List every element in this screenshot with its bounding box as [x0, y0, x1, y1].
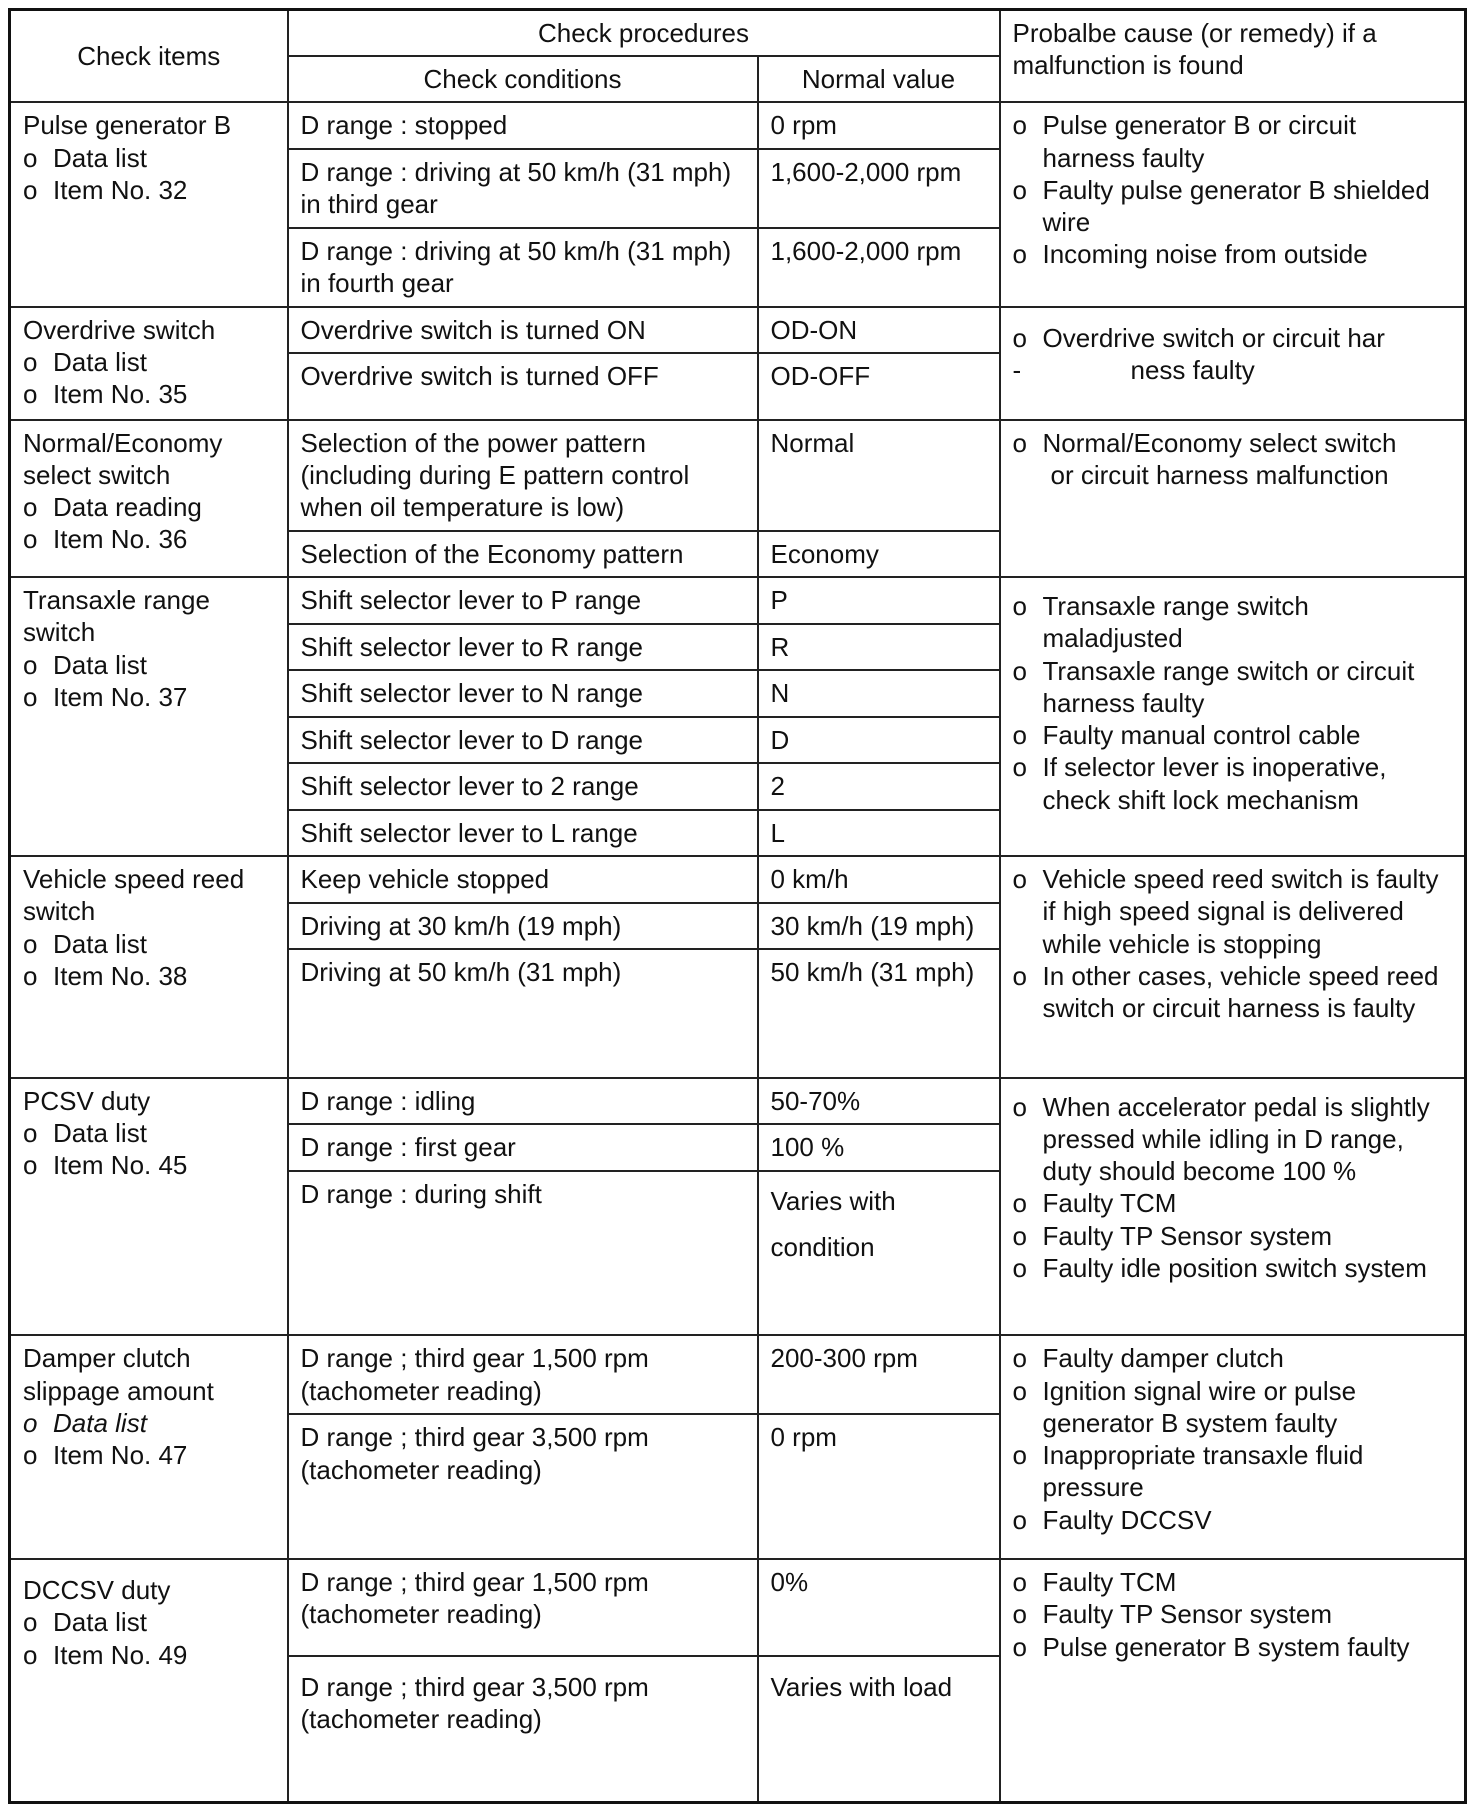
condition-cell: Overdrive switch is turned OFF [288, 353, 758, 419]
value-cell: 0 rpm [758, 1414, 1000, 1559]
value-cell: N [758, 670, 1000, 716]
value-cell: Varies with load [758, 1656, 1000, 1803]
cause-item: or circuit harness malfunction [1050, 459, 1389, 490]
item-name: Normal/Economy select switch [23, 427, 223, 490]
cause-cell [1000, 1078, 1466, 1336]
item-detail: o Data list [23, 346, 275, 378]
cause-cell [1000, 1559, 1466, 1802]
cause-item: o If selector lever is inoperative, check shift lock mechanism [1013, 751, 1453, 815]
item-detail: o Data list [23, 1606, 275, 1638]
cause-item: o When accelerator pedal is slightly pressed while idling in D range, duty should become 100 % [1013, 1091, 1453, 1188]
condition-cell: D range ; third gear 1,500 rpm (tachometer reading) [288, 1335, 758, 1414]
value-cell: Economy [758, 531, 1000, 577]
table-row [10, 102, 1466, 148]
table-row [10, 856, 1466, 902]
value-cell: 1,600-2,000 rpm [758, 149, 1000, 228]
cause-item: o Faulty idle position switch system [1013, 1252, 1453, 1284]
value-cell: 0% [758, 1559, 1000, 1656]
cause-item: o Faulty TCM [1013, 1566, 1453, 1598]
table-row [10, 577, 1466, 623]
value-cell: 50 km/h (31 mph) [758, 949, 1000, 1078]
value-cell: L [758, 810, 1000, 856]
value-cell: 0 rpm [758, 102, 1000, 148]
check-item-cell [10, 307, 288, 420]
condition-cell: Shift selector lever to D range [288, 717, 758, 763]
condition-cell: D range : driving at 50 km/h (31 mph) in fourth gear [288, 228, 758, 307]
cause-item: o Normal/Economy select switch [1013, 427, 1453, 459]
value-cell: Normal [758, 420, 1000, 531]
condition-cell: D range : stopped [288, 102, 758, 148]
table-row [10, 420, 1466, 531]
item-number: o Item No. 35 [23, 378, 275, 410]
header-row-1 [10, 10, 1466, 57]
item-number: o Item No. 32 [23, 174, 275, 206]
cause-item: o Incoming noise from outside [1013, 238, 1453, 270]
check-item-cell [10, 1559, 288, 1802]
cause-cell [1000, 577, 1466, 856]
cause-item: o Faulty TP Sensor system [1013, 1598, 1453, 1630]
condition-cell: Shift selector lever to R range [288, 624, 758, 670]
value-cell: P [758, 577, 1000, 623]
check-conditions-header: Check conditions [288, 56, 758, 102]
item-name: Pulse generator B [23, 110, 232, 141]
cause-cell [1000, 420, 1466, 578]
condition-cell: Shift selector lever to L range [288, 810, 758, 856]
check-item-cell [10, 856, 288, 1078]
item-detail: o Data list [23, 1407, 275, 1439]
condition-cell: D range ; third gear 3,500 rpm (tachometer reading) [288, 1656, 758, 1803]
table-row [10, 1078, 1466, 1124]
value-cell: 0 km/h [758, 856, 1000, 902]
cause-item: o Transaxle range switch or circuit harness faulty [1013, 655, 1453, 719]
condition-cell: Overdrive switch is turned ON [288, 307, 758, 353]
item-detail: o Data list [23, 142, 275, 174]
cause-item: o Ignition signal wire or pulse generator B system faulty [1013, 1375, 1453, 1439]
probable-cause-header: Probalbe cause (or remedy) if a malfunction is found [1000, 10, 1466, 103]
condition-cell: D range ; third gear 1,500 rpm (tachometer reading) [288, 1559, 758, 1656]
cause-item: o Inappropriate transaxle fluid pressure [1013, 1439, 1453, 1503]
cause-item: o Pulse generator B system faulty [1013, 1631, 1453, 1663]
value-cell: 200-300 rpm [758, 1335, 1000, 1414]
item-detail: o Data list [23, 1117, 275, 1149]
item-number: o Item No. 49 [23, 1639, 275, 1671]
check-items-header: Check items [10, 10, 288, 103]
value-cell: 100 % [758, 1124, 1000, 1170]
value-cell: OD-OFF [758, 353, 1000, 419]
value-cell: Varies with condition [758, 1171, 1000, 1336]
item-name: DCCSV duty [23, 1575, 171, 1606]
cause-cell [1000, 856, 1466, 1078]
table-row [10, 307, 1466, 353]
cause-cell [1000, 307, 1466, 420]
condition-cell: Driving at 30 km/h (19 mph) [288, 903, 758, 949]
item-detail: o Data list [23, 928, 275, 960]
cause-item: o Faulty TP Sensor system [1013, 1220, 1453, 1252]
cause-cell [1000, 1335, 1466, 1559]
item-name: Overdrive switch [23, 314, 216, 345]
check-item-cell [10, 420, 288, 578]
value-cell: 2 [758, 763, 1000, 809]
item-name: Transaxle range switch [23, 585, 210, 648]
condition-cell: D range ; third gear 3,500 rpm (tachometer reading) [288, 1414, 758, 1559]
cause-item: o Faulty manual control cable [1013, 719, 1453, 751]
table-row [10, 1559, 1466, 1656]
cause-item: - ness faulty [1130, 354, 1255, 385]
condition-cell: Shift selector lever to P range [288, 577, 758, 623]
check-procedures-header: Check procedures [288, 10, 1000, 57]
cause-cell [1000, 102, 1466, 306]
condition-cell: D range : idling [288, 1078, 758, 1124]
check-item-cell [10, 1335, 288, 1559]
condition-cell: Selection of the power pattern (including during E pattern control when oil temperature is low) [288, 420, 758, 531]
check-item-cell [10, 102, 288, 306]
cause-item: o Overdrive switch or circuit har [1013, 322, 1453, 354]
condition-cell: Driving at 50 km/h (31 mph) [288, 949, 758, 1078]
condition-cell: D range : first gear [288, 1124, 758, 1170]
item-name: PCSV duty [23, 1085, 151, 1116]
item-number: o Item No. 45 [23, 1149, 275, 1181]
condition-cell: D range : driving at 50 km/h (31 mph) in third gear [288, 149, 758, 228]
item-number: o Item No. 38 [23, 960, 275, 992]
item-number: o Item No. 36 [23, 523, 275, 555]
check-item-cell [10, 1078, 288, 1336]
condition-cell: Keep vehicle stopped [288, 856, 758, 902]
cause-item: o Faulty DCCSV [1013, 1504, 1453, 1536]
value-cell: 1,600-2,000 rpm [758, 228, 1000, 307]
cause-item: o Faulty TCM [1013, 1187, 1453, 1219]
table-row [10, 1335, 1466, 1414]
condition-cell: Shift selector lever to N range [288, 670, 758, 716]
value-cell: 30 km/h (19 mph) [758, 903, 1000, 949]
condition-cell: D range : during shift [288, 1171, 758, 1336]
cause-item: o Vehicle speed reed switch is faulty if high speed signal is delivered while vehicle is stopping [1013, 863, 1453, 960]
item-detail: o Data list [23, 649, 275, 681]
cause-item: o Transaxle range switch maladjusted [1013, 590, 1453, 654]
cause-item: o Faulty pulse generator B shielded wire [1013, 174, 1453, 238]
item-detail: o Data reading [23, 491, 275, 523]
value-cell: 50-70% [758, 1078, 1000, 1124]
item-name: Damper clutch slippage amount [23, 1343, 214, 1406]
cause-item: o Pulse generator B or circuit harness faulty [1013, 109, 1453, 173]
value-cell: OD-ON [758, 307, 1000, 353]
item-number: o Item No. 47 [23, 1439, 275, 1471]
cause-item: o In other cases, vehicle speed reed switch or circuit harness is faulty [1013, 960, 1453, 1024]
condition-cell: Shift selector lever to 2 range [288, 763, 758, 809]
condition-cell: Selection of the Economy pattern [288, 531, 758, 577]
value-cell: D [758, 717, 1000, 763]
value-cell: R [758, 624, 1000, 670]
item-name: Vehicle speed reed switch [23, 864, 245, 927]
item-number: o Item No. 37 [23, 681, 275, 713]
normal-value-header: Normal value [758, 56, 1000, 102]
check-table [8, 8, 1467, 1804]
cause-item: o Faulty damper clutch [1013, 1342, 1453, 1374]
check-item-cell [10, 577, 288, 856]
